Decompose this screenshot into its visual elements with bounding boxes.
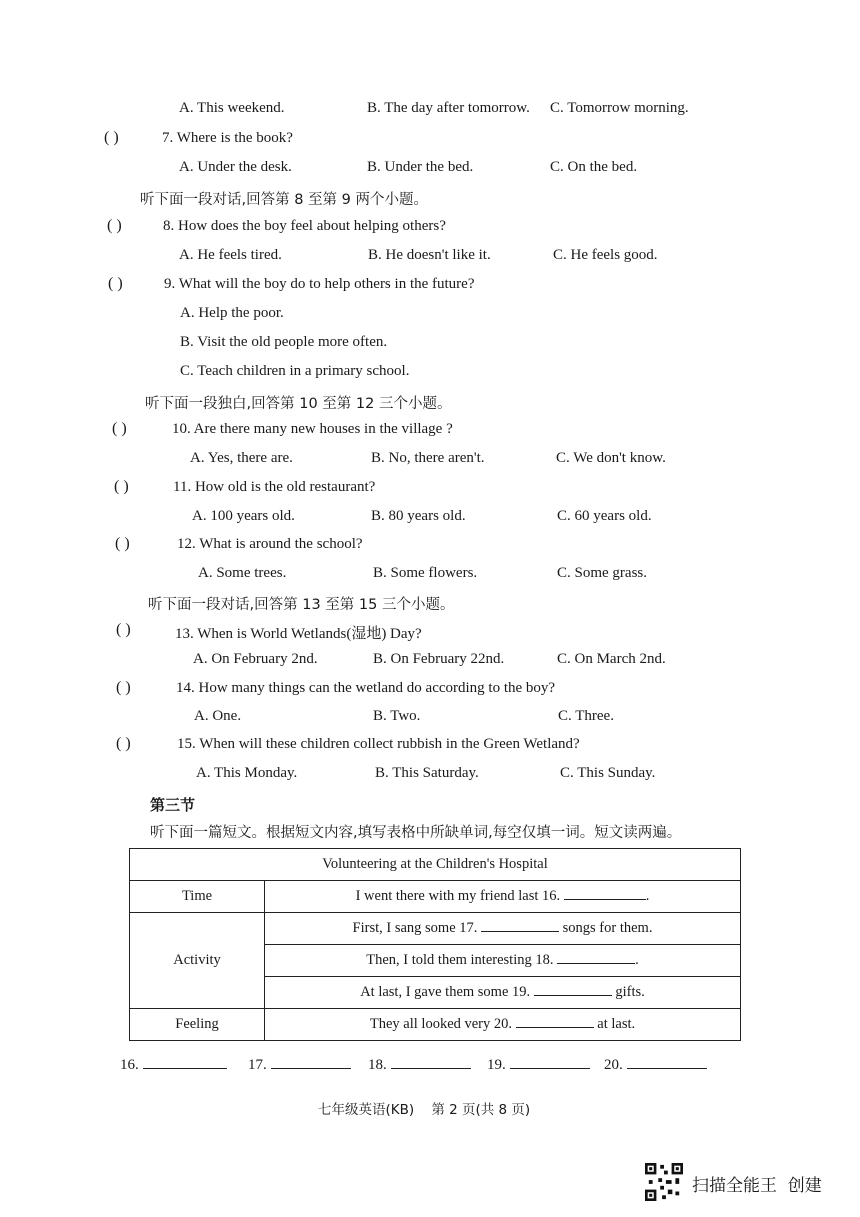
time-end: . (645, 888, 650, 904)
q14-option-c: C. Three. (558, 708, 614, 724)
q15-option-c: C. This Sunday. (560, 765, 656, 781)
q14-question: 14. How many things can the wetland do according to the boy? (176, 680, 556, 696)
q14-option-b: B. Two. (373, 708, 421, 724)
blank-18[interactable] (557, 963, 635, 964)
feel-pre: They all looked very 20. (369, 1016, 513, 1032)
instruction-8-9: 听下面一段对话,回答第 8 至第 9 两个小题。 (140, 192, 428, 208)
answer-20 (604, 1057, 707, 1074)
q11-option-a: A. 100 years old. (192, 508, 295, 524)
page-footer: 七年级英语(KB) 第 2 页(共 8 页) (318, 1102, 531, 1118)
q15-question: 15. When will these children collect rubbish in the Green Wetland? (177, 736, 580, 752)
instruction-13-15: 听下面一段对话,回答第 13 至第 15 三个小题。 (148, 597, 455, 613)
act1-post: songs for them. (562, 920, 653, 936)
q9-option-a: A. Help the poor. (180, 305, 284, 321)
q14-option-a: A. One. (194, 708, 242, 724)
q7-answer-bracket[interactable]: ( ) (104, 129, 119, 146)
q9-question: 9. What will the boy do to help others in the future? (164, 276, 475, 292)
q8-option-a: A. He feels tired. (179, 247, 282, 263)
answer-18-label: 18. (368, 1057, 387, 1073)
answer-16-blank[interactable] (143, 1068, 227, 1069)
time-text: I went there with my friend last 16. (355, 888, 561, 904)
cell-activity-3 (265, 977, 741, 1009)
q11-option-c: C. 60 years old. (557, 508, 652, 524)
q10-option-c: C. We don't know. (556, 450, 666, 466)
q11-option-b: B. 80 years old. (371, 508, 466, 524)
answer-19-blank[interactable] (510, 1068, 590, 1069)
table-row-feeling (130, 1009, 741, 1041)
q9-answer-bracket[interactable]: ( ) (108, 275, 123, 292)
blank-19[interactable] (534, 995, 612, 996)
section-3-instruction: 听下面一篇短文。根据短文内容,填写表格中所缺单词,每空仅填一词。短文读两遍。 (150, 825, 682, 841)
q13-question: 13. When is World Wetlands(湿地) Day? (175, 626, 422, 642)
q14-answer-bracket[interactable]: ( ) (116, 679, 131, 696)
answer-18 (368, 1057, 471, 1074)
q9-option-c: C. Teach children in a primary school. (180, 363, 410, 379)
q12-option-c: C. Some grass. (557, 565, 647, 581)
q12-option-b: B. Some flowers. (373, 565, 478, 581)
table-title: Volunteering at the Children's Hospital (130, 849, 741, 881)
q10-option-b: B. No, there aren't. (371, 450, 485, 466)
act2-pre: Then, I told them interesting 18. (366, 952, 554, 968)
table-row-time (130, 881, 741, 913)
q13-option-b: B. On February 22nd. (373, 651, 505, 667)
q7-option-c: C. On the bed. (550, 159, 638, 175)
q7-question: 7. Where is the book? (162, 130, 293, 146)
blank-17[interactable] (481, 931, 559, 932)
label-activity: Activity (130, 913, 265, 1009)
answer-17 (248, 1057, 351, 1074)
table-title-row (130, 849, 741, 881)
q15-option-a: A. This Monday. (196, 765, 298, 781)
answer-17-label: 17. (248, 1057, 267, 1073)
answer-16-label: 16. (120, 1057, 139, 1073)
act2-post: . (635, 952, 639, 968)
cell-activity-2 (265, 945, 741, 977)
answer-17-blank[interactable] (271, 1068, 351, 1069)
q7-option-a: A. Under the desk. (179, 159, 292, 175)
q15-option-b: B. This Saturday. (375, 765, 479, 781)
q7-option-b: B. Under the bed. (367, 159, 474, 175)
q10-option-a: A. Yes, there are. (190, 450, 293, 466)
q10-question: 10. Are there many new houses in the village ? (172, 421, 453, 437)
qr-code-icon (645, 1163, 683, 1201)
cell-activity-1 (265, 913, 741, 945)
q6-option-a: A. This weekend. (179, 100, 285, 116)
scanner-watermark: 扫描全能王 创建 (692, 1176, 822, 1196)
q11-answer-bracket[interactable]: ( ) (114, 478, 129, 495)
q13-option-c: C. On March 2nd. (557, 651, 666, 667)
answer-16 (120, 1057, 227, 1074)
blank-16[interactable] (564, 899, 646, 900)
table-row-activity-1 (130, 913, 741, 945)
answer-19 (487, 1057, 590, 1074)
q9-option-b: B. Visit the old people more often. (180, 334, 388, 350)
act3-post: gifts. (615, 984, 645, 1000)
q10-answer-bracket[interactable]: ( ) (112, 420, 127, 437)
volunteering-table (129, 848, 741, 1041)
act3-pre: At last, I gave them some 19. (360, 984, 531, 1000)
q12-question: 12. What is around the school? (177, 536, 363, 552)
q6-option-b: B. The day after tomorrow. (367, 100, 530, 116)
q12-option-a: A. Some trees. (198, 565, 287, 581)
answer-20-blank[interactable] (627, 1068, 707, 1069)
q8-option-b: B. He doesn't like it. (368, 247, 491, 263)
feel-post: at last. (597, 1016, 636, 1032)
q8-option-c: C. He feels good. (553, 247, 658, 263)
label-time: Time (130, 881, 265, 913)
section-3-title: 第三节 (150, 796, 196, 814)
answer-20-label: 20. (604, 1057, 623, 1073)
instruction-10-12: 听下面一段独白,回答第 10 至第 12 三个小题。 (145, 396, 452, 412)
q13-answer-bracket[interactable]: ( ) (116, 621, 131, 638)
cell-time (265, 881, 741, 913)
q15-answer-bracket[interactable]: ( ) (116, 735, 131, 752)
q12-answer-bracket[interactable]: ( ) (115, 535, 130, 552)
q13-option-a: A. On February 2nd. (193, 651, 318, 667)
q8-answer-bracket[interactable]: ( ) (107, 217, 122, 234)
q11-question: 11. How old is the old restaurant? (173, 479, 376, 495)
q6-option-c: C. Tomorrow morning. (550, 100, 689, 116)
act1-pre: First, I sang some 17. (352, 920, 478, 936)
cell-feeling (265, 1009, 741, 1041)
answer-19-label: 19. (487, 1057, 506, 1073)
answer-18-blank[interactable] (391, 1068, 471, 1069)
blank-20[interactable] (516, 1027, 594, 1028)
q8-question: 8. How does the boy feel about helping others? (163, 218, 446, 234)
label-feeling: Feeling (130, 1009, 265, 1041)
